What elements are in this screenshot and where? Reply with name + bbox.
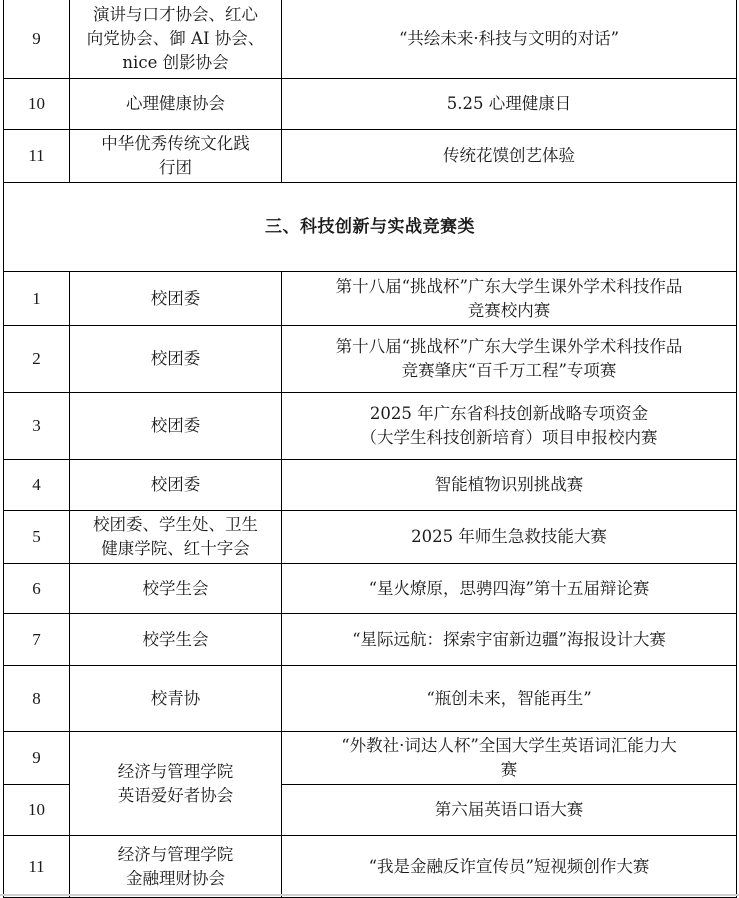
row-number: 5 (4, 511, 70, 564)
row-number: 2 (4, 326, 70, 393)
activity-line: 赛 (500, 760, 518, 779)
activity-cell (282, 666, 737, 732)
activity-cell (282, 79, 737, 130)
row-number: 9 (4, 732, 70, 785)
organizer-line: 校团委 (150, 416, 201, 435)
table-row (4, 393, 737, 460)
table-row (4, 0, 737, 79)
activity-cell (282, 836, 737, 898)
organizer-line: 校团委 (150, 349, 201, 368)
merged-organizer-cell (70, 732, 282, 836)
row-number: 10 (4, 785, 70, 836)
organizer-line: 经济与管理学院 (117, 761, 234, 781)
organizer-line: 校团委、学生处、卫生 (93, 515, 258, 534)
activity-line: 第十八届“挑战杯”广东大学生课外学术科技作品 (335, 337, 683, 356)
organizer-line: 校团委 (150, 288, 201, 308)
organizer-line: 行团 (159, 158, 192, 177)
organizer-cell (70, 79, 282, 130)
organizer-line: 演讲与口才协会、红心 (93, 4, 258, 24)
organizer-line: 向党协会、御 AI 协会、 (86, 28, 265, 48)
row-number: 9 (4, 0, 70, 79)
activity-cell (282, 393, 737, 460)
activity-line: 第六届英语口语大赛 (434, 800, 584, 819)
activity-line: 2025 年广东省科技创新战略专项资金 (369, 404, 649, 423)
activity-cell (282, 564, 737, 614)
activity-line: 第十八届“挑战杯”广东大学生课外学术科技作品 (335, 276, 683, 296)
organizer-line: 中华优秀传统文化践 (101, 134, 250, 153)
organizer-line: 校团委 (150, 475, 201, 494)
organizer-line: 校学生会 (142, 578, 209, 598)
table-row (4, 460, 737, 511)
activity-line: 2025 年师生急救技能大赛 (411, 527, 607, 546)
section-heading-row (4, 183, 737, 272)
table-row (4, 511, 737, 564)
activity-line: “瓶创未来，智能再生” (426, 688, 592, 708)
organizer-cell (70, 460, 282, 511)
table-row (4, 79, 737, 130)
activity-line: “外教社·词达人杯”全国大学生英语词汇能力大 (341, 736, 677, 755)
activity-cell (282, 785, 737, 836)
section-heading: 三、科技创新与实战竞赛类 (4, 183, 737, 272)
organizer-cell (70, 511, 282, 564)
table-row (4, 326, 737, 393)
activity-cell (282, 511, 737, 564)
activity-cell (282, 732, 737, 785)
table-row (4, 836, 737, 898)
organizer-line: 校学生会 (142, 629, 209, 649)
organizer-cell (70, 272, 282, 326)
organizer-cell (70, 614, 282, 666)
organizer-line: 金融理财协会 (126, 868, 225, 888)
organizer-cell (70, 564, 282, 614)
organizer-cell (70, 666, 282, 732)
activity-cell (282, 130, 737, 183)
organizer-line: 校青协 (150, 688, 201, 708)
row-number: 6 (4, 564, 70, 614)
activity-line: “星际远航：探索宇宙新边疆”海报设计大赛 (352, 629, 666, 649)
row-number: 11 (4, 836, 70, 898)
activity-line: 传统花馍创艺体验 (443, 146, 575, 165)
row-number: 4 (4, 460, 70, 511)
activity-line: （大学生科技创新培育）项目申报校内赛 (360, 428, 658, 447)
table-row (4, 130, 737, 183)
organizer-line: nice 创影协会 (122, 52, 229, 72)
table-row (4, 564, 737, 614)
activity-cell (282, 614, 737, 666)
table-row (4, 272, 737, 326)
row-number: 3 (4, 393, 70, 460)
organizer-line: 英语爱好者协会 (117, 785, 234, 805)
activity-line: 竞赛肇庆“百千万工程”专项赛 (401, 361, 617, 380)
row-number: 11 (4, 130, 70, 183)
activity-cell (282, 460, 737, 511)
activity-line: 竞赛校内赛 (467, 300, 551, 320)
activity-line: “我是金融反诈宣传员”短视频创作大赛 (368, 856, 650, 876)
row-number: 7 (4, 614, 70, 666)
activity-line: 智能植物识别挑战赛 (434, 475, 584, 494)
organizer-cell (70, 326, 282, 393)
activity-line: “星火燎原，思骋四海”第十五届辩论赛 (368, 578, 650, 598)
table-row (4, 614, 737, 666)
row-number: 8 (4, 666, 70, 732)
row-number: 1 (4, 272, 70, 326)
activity-line: “共绘未来·科技与文明的对话” (398, 28, 620, 48)
organizer-cell (70, 0, 282, 79)
organizer-cell (70, 836, 282, 898)
organizer-cell (70, 130, 282, 183)
activity-cell (282, 272, 737, 326)
organizer-cell (70, 393, 282, 460)
organizer-line: 经济与管理学院 (117, 844, 234, 864)
activity-cell (282, 326, 737, 393)
table-row (4, 732, 737, 785)
organizer-line: 心理健康协会 (126, 94, 225, 113)
row-number: 10 (4, 79, 70, 130)
activity-cell (282, 0, 737, 79)
organizer-line: 健康学院、红十字会 (101, 539, 250, 558)
activity-table (3, 0, 737, 898)
activity-line: 5.25 心理健康日 (446, 94, 572, 113)
table-row (4, 666, 737, 732)
